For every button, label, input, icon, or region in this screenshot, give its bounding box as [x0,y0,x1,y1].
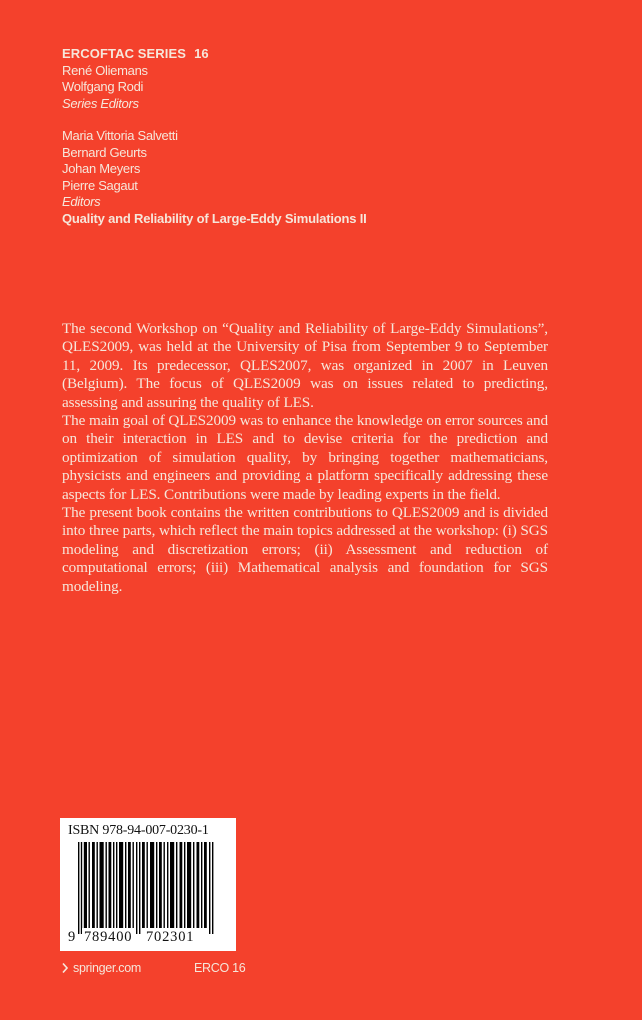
series-editors-role: Series Editors [62,95,139,111]
blurb-paragraph: The present book contains the written contributions to QLES2009 and is divided into three parts, which reflect the main topics addressed at the workshop: (i) SGS modeling and discretization errors; (ii) Assessment and reduction of computational errors; (iii) Mathematical analysis and foundation for SGS modeling. [62,504,548,595]
springer-link[interactable] [62,961,141,975]
book-editors-block [62,128,367,228]
book-editor: Maria Vittoria Salvetti [62,128,178,143]
barcode-digits-left: 789400 [84,929,133,945]
springer-link-text[interactable]: springer.com [73,961,141,975]
book-editor: Pierre Sagaut [62,177,138,193]
book-editors-role: Editors [62,194,101,210]
series-name: ERCOFTAC SERIES [62,46,187,61]
series-editor: Wolfgang Rodi [62,79,144,95]
blurb-paragraph: The main goal of QLES2009 was to enhance the knowledge on error sources and on their interaction in LES and to devise criteria for the prediction and optimization of simulation quality, by bringing together mathematicians, physicists and engineers and providing a platform specifically addressing these aspects for LES. Contributions were made by leading experts in the field. [62,412,548,503]
back-cover-blurb [62,320,548,596]
barcode-digit-first: 9 [68,929,77,945]
series-header [62,46,209,112]
book-title: Quality and Reliability of Large-Eddy Simulations II [62,210,367,226]
series-title [62,46,209,63]
barcode-bars-icon [78,842,216,934]
book-editor: Bernard Geurts [62,144,147,160]
isbn-label: ISBN 978-94-007-0230-1 [68,823,209,838]
isbn-barcode [60,818,236,951]
series-number: 16 [194,46,209,61]
blurb-paragraph: The second Workshop on “Quality and Reliability of Large-Eddy Simulations”, QLES2009, was held at the University of Pisa from September 9 to September 11, 2009. Its predecessor, QLES2007, was organized in 2007 in Leuven (Belgium). The focus of QLES2009 was on issues related to predicting, assessing and assuring the quality of LES. [62,320,548,411]
series-code: ERCO 16 [194,961,246,975]
series-editor: René Oliemans [62,62,148,78]
barcode-digits-right: 702301 [146,929,195,945]
book-editor: Johan Meyers [62,161,141,177]
chevron-right-icon [62,963,68,973]
